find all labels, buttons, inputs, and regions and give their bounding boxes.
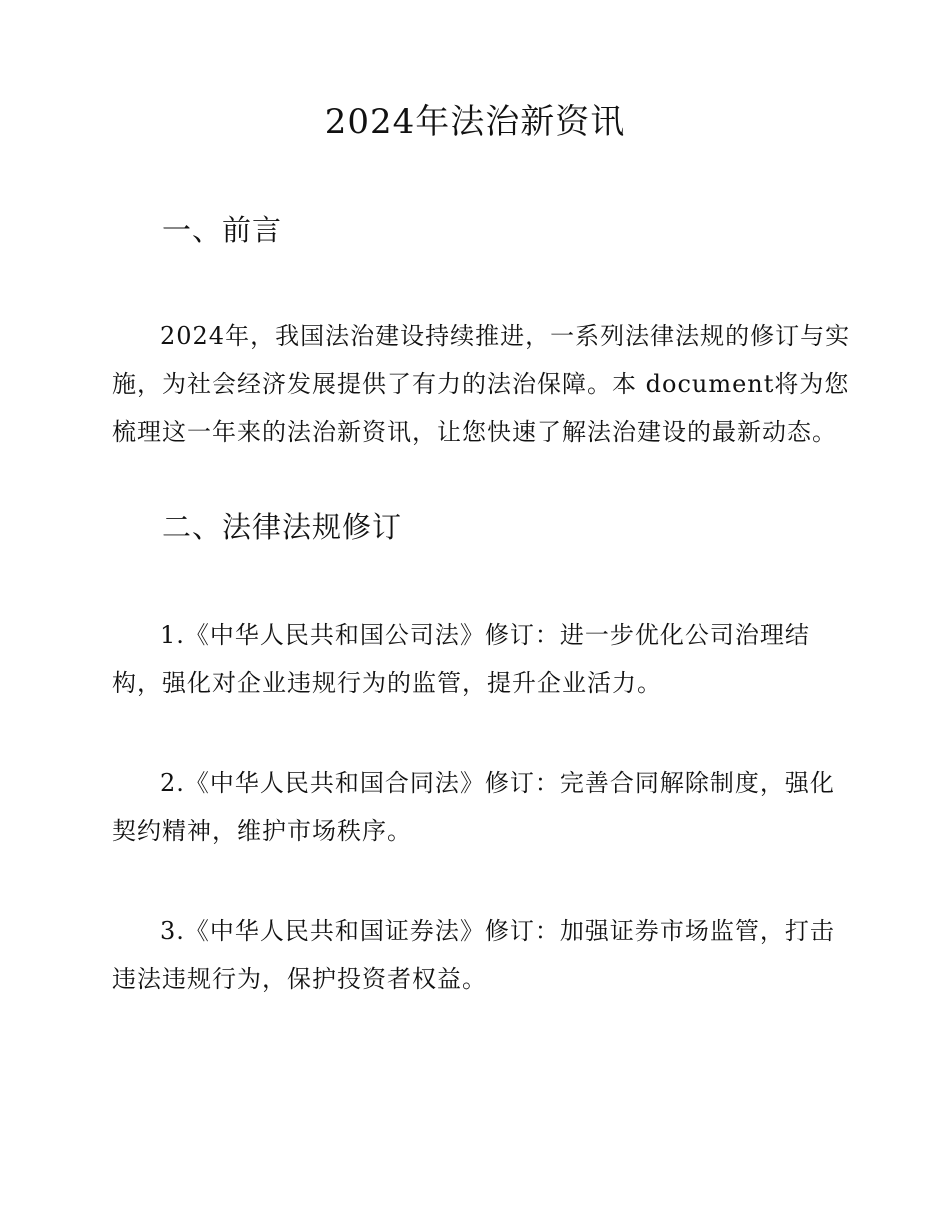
list-item-securities-law: 3.《中华人民共和国证券法》修订：加强证券市场监管，打击违法违规行为，保护投资者权益。 — [112, 917, 835, 993]
paragraph-preface: 2024年，我国法治建设持续推进，一系列法律法规的修订与实施，为社会经济发展提供了有力的法治保障。本 document将为您梳理这一年来的法治新资讯，让您快速了解法治建设的最新动态。 — [112, 322, 851, 446]
list-item-contract-law: 2.《中华人民共和国合同法》修订：完善合同解除制度，强化契约精神，维护市场秩序。 — [112, 769, 835, 845]
section-heading-law-revisions: 二、法律法规修订 — [162, 510, 403, 544]
document-title: 2024年法治新资讯 — [324, 102, 626, 142]
list-item-company-law: 1.《中华人民共和国公司法》修订：进一步优化公司治理结构，强化对企业违规行为的监管，提升企业活力。 — [112, 621, 810, 697]
section-heading-preface: 一、前言 — [162, 213, 283, 247]
